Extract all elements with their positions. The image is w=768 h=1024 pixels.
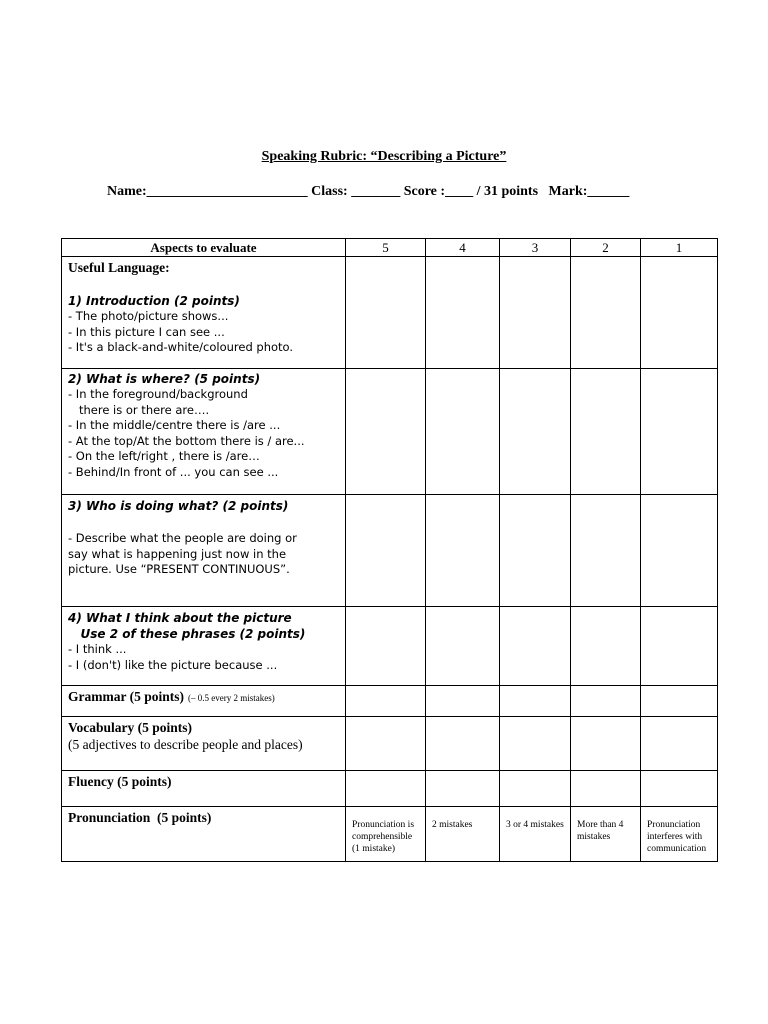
- pronunciation-descriptor-4: 2 mistakes: [426, 807, 500, 862]
- score-cell[interactable]: [571, 257, 641, 369]
- name-blank: _______________________: [146, 184, 308, 199]
- score-cell[interactable]: [346, 686, 426, 717]
- column-header-5: 5: [346, 239, 426, 257]
- score-cell[interactable]: [500, 686, 571, 717]
- who-is-doing-line: - Describe what the people are doing or: [68, 531, 297, 545]
- class-blank: _______: [351, 184, 401, 199]
- mark-blank: ______: [587, 184, 630, 199]
- what-is-where-line: there is or there are….: [68, 402, 210, 417]
- what-i-think-subtitle: Use 2 of these phrases (2 points): [68, 627, 306, 641]
- what-i-think-title: 4) What I think about the picture: [68, 611, 292, 625]
- score-cell[interactable]: [641, 495, 718, 607]
- what-is-where-line: - In the foreground/background: [68, 387, 248, 401]
- rubric-title: Speaking Rubric: “Describing a Picture”: [261, 149, 507, 164]
- score-cell[interactable]: [346, 495, 426, 607]
- pronunciation-descriptor-3: 3 or 4 mistakes: [500, 807, 571, 862]
- what-is-where-title: 2) What is where? (5 points): [68, 372, 261, 386]
- score-cell[interactable]: [500, 717, 571, 771]
- score-cell[interactable]: [641, 607, 718, 686]
- introduction-title: 1) Introduction (2 points): [68, 294, 240, 308]
- score-cell[interactable]: [500, 257, 571, 369]
- score-cell[interactable]: [571, 686, 641, 717]
- score-cell[interactable]: [346, 369, 426, 495]
- aspect-what-i-think: [62, 607, 346, 686]
- aspect-what-is-where: [62, 369, 346, 495]
- table-row: [62, 369, 718, 495]
- pronunciation-label: Pronunciation (5 points): [68, 810, 212, 825]
- who-is-doing-title: 3) Who is doing what? (2 points): [68, 499, 289, 513]
- table-row: [62, 807, 718, 862]
- score-cell[interactable]: [571, 369, 641, 495]
- table-row: [62, 495, 718, 607]
- class-label: Class:: [311, 184, 348, 199]
- what-i-think-line: - I (don't) like the picture because ...: [68, 657, 278, 672]
- mark-label: Mark:: [548, 184, 588, 199]
- column-header-4: 4: [426, 239, 500, 257]
- score-cell[interactable]: [426, 686, 500, 717]
- table-row: [62, 607, 718, 686]
- score-cell[interactable]: [426, 257, 500, 369]
- table-row: [62, 257, 718, 369]
- rubric-table: [61, 238, 718, 862]
- score-cell[interactable]: [641, 717, 718, 771]
- score-cell[interactable]: [571, 607, 641, 686]
- useful-language-label: Useful Language:: [68, 260, 170, 275]
- grammar-label: Grammar (5 points): [68, 689, 184, 704]
- score-cell[interactable]: [500, 369, 571, 495]
- aspect-grammar: [62, 686, 346, 717]
- score-cell[interactable]: [641, 771, 718, 807]
- table-row: [62, 686, 718, 717]
- score-cell[interactable]: [426, 369, 500, 495]
- introduction-line: - In this picture I can see ...: [68, 324, 225, 339]
- score-cell[interactable]: [500, 607, 571, 686]
- score-total: / 31 points: [476, 184, 539, 199]
- what-is-where-line: - On the left/right , there is /are…: [68, 449, 260, 463]
- pronunciation-descriptor-5: Pronunciation is comprehensible (1 mistake): [346, 807, 426, 862]
- score-cell[interactable]: [426, 607, 500, 686]
- introduction-line: - The photo/picture shows...: [68, 309, 229, 323]
- score-cell[interactable]: [500, 771, 571, 807]
- aspect-introduction: [62, 257, 346, 369]
- score-cell[interactable]: [346, 257, 426, 369]
- aspect-pronunciation: [62, 807, 346, 862]
- pronunciation-descriptor-1: Pronunciation interferes with communication: [641, 807, 718, 862]
- score-cell[interactable]: [571, 495, 641, 607]
- score-blank: ____: [445, 184, 474, 199]
- score-label: Score :: [403, 184, 446, 199]
- aspect-who-is-doing-what: [62, 495, 346, 607]
- what-is-where-line: - At the top/At the bottom there is / are...: [68, 433, 305, 448]
- pronunciation-descriptor-2: More than 4 mistakes: [571, 807, 641, 862]
- score-cell[interactable]: [641, 686, 718, 717]
- table-header-row: [62, 239, 718, 257]
- introduction-line: - It's a black-and-white/coloured photo.: [68, 340, 294, 354]
- fluency-label: Fluency (5 points): [68, 774, 172, 789]
- vocabulary-note: (5 adjectives to describe people and places): [68, 737, 303, 752]
- aspect-vocabulary: [62, 717, 346, 771]
- who-is-doing-line: picture. Use “PRESENT CONTINUOUS”.: [68, 562, 290, 576]
- what-is-where-line: - Behind/In front of ... you can see ...: [68, 464, 279, 479]
- student-info-line: [107, 184, 707, 200]
- column-header-3: 3: [500, 239, 571, 257]
- aspect-fluency: [62, 771, 346, 807]
- score-cell[interactable]: [426, 495, 500, 607]
- grammar-note: (– 0.5 every 2 mistakes): [188, 693, 275, 703]
- score-cell[interactable]: [346, 607, 426, 686]
- column-header-2: 2: [571, 239, 641, 257]
- vocabulary-label: Vocabulary (5 points): [68, 720, 193, 735]
- score-cell[interactable]: [641, 257, 718, 369]
- score-cell[interactable]: [571, 771, 641, 807]
- column-header-1: 1: [641, 239, 718, 257]
- what-i-think-line: - I think ...: [68, 642, 127, 656]
- table-row: [62, 717, 718, 771]
- name-label: Name:: [107, 184, 147, 199]
- score-cell[interactable]: [426, 771, 500, 807]
- what-is-where-line: - In the middle/centre there is /are ...: [68, 418, 281, 432]
- score-cell[interactable]: [346, 717, 426, 771]
- who-is-doing-line: say what is happening just now in the: [68, 546, 287, 561]
- table-row: [62, 771, 718, 807]
- score-cell[interactable]: [571, 717, 641, 771]
- score-cell[interactable]: [500, 495, 571, 607]
- score-cell[interactable]: [346, 771, 426, 807]
- column-header-aspects: Aspects to evaluate: [62, 239, 346, 257]
- score-cell[interactable]: [641, 369, 718, 495]
- score-cell[interactable]: [426, 717, 500, 771]
